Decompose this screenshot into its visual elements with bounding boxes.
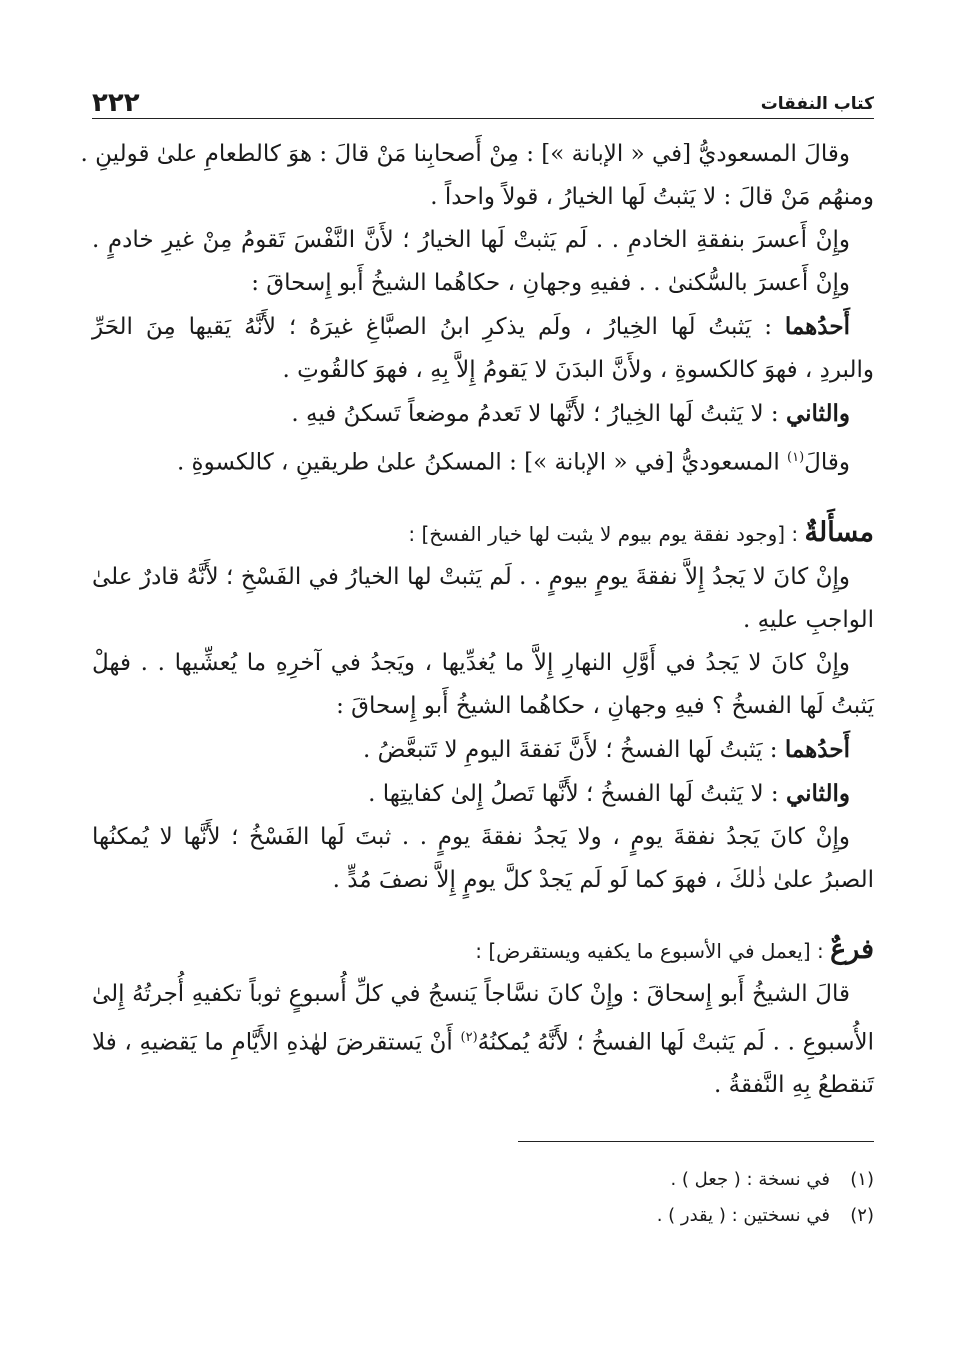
heading-keyword: فرعٌ <box>830 933 874 965</box>
heading-keyword: مسأَلةٌ <box>804 516 874 548</box>
paragraph-line: ومنهُم مَنْ قالَ : لا يَثبتُ لَها الخيارُ ، قولاً واحداً . <box>430 184 874 210</box>
paragraph-line: وإِنْ أَعسرَ بنفقةِ الخادمِ . . لَم يَثبتْ لَها الخيارُ ؛ لأَنَّ النَّفْسَ تَقومُ مِنْ غيرِ خادمٍ . <box>92 227 850 253</box>
footnote-number: (١) <box>850 1169 874 1191</box>
book-title: كتاب النفقات <box>760 94 874 114</box>
footnote-ref: (١) <box>787 450 805 465</box>
paragraph-line: وقالَ المسعوديُّ [في « الإبانة »] : مِنْ أَصحابِنا مَنْ قالَ : هوَ كالطعامِ علىٰ قولينِ . <box>80 141 850 167</box>
paragraph-line <box>92 436 874 485</box>
section-heading <box>92 511 874 556</box>
paragraph-line: وإِنْ كانَ لا يَجدُ إِلاَّ نفقةَ يومٍ بيومٍ . . لَم يَثبتْ لها الخيارُ في الفَسْخِ ؛ لأَنَّهُ قادرٌ علىٰ <box>92 563 850 590</box>
footnote <box>92 1162 874 1198</box>
text-run: وقالَ <box>804 449 850 476</box>
section-heading <box>92 928 874 973</box>
footnote-ref: (٢) <box>460 1029 478 1045</box>
paragraph-line: وإِنْ أَعسرَ بالسُّكنىٰ . . ففيهِ وجهانِ ، حكاهُما الشيخُ أَبو إِسحاقَ : <box>251 270 850 296</box>
text-run: أَنْ يَستقرضَ لهٰذهِ الأَيَّامِ ما يَقضيهِ ، فلا <box>92 1029 461 1056</box>
footnote-number: (٢) <box>850 1205 874 1227</box>
paragraph-line <box>92 305 874 349</box>
bold-lead: أَحدُهما <box>784 313 850 340</box>
paragraph-line: والبردِ ، فهوَ كالكسوةِ ، ولأَنَّ البدَنَ لا يَقومُ إِلاَّ بِهِ ، فهوَ كالقُوتِ . <box>282 357 874 383</box>
text-run: : لا يَثبتُ لَها الفسخُ ؛ لأَنَّها تَصلُ إِلىٰ كفايتِها . <box>368 780 786 807</box>
paragraph-line: وإِنْ كانَ يَجدُ نفقةَ يومٍ ، ولا يَجدُ نفقةَ يومٍ . . ثبتَ لَها الفَسْخُ ؛ لأَنَّها لا يُمكنُها <box>92 823 850 850</box>
paragraph-line: وإِنْ كانَ لا يَجدُ في أَوَّلِ النهارِ إِلاَّ ما يُغدِّيها ، ويَجدُ في آخرِهِ ما يُعشِّيها . . فهلْ <box>92 649 850 676</box>
heading-title: : [يعمل في الأسبوع ما يكفيه ويستقرض] : <box>475 938 831 963</box>
paragraph-line <box>92 772 874 816</box>
bold-lead: أَحدُهما <box>784 735 850 763</box>
text-run: الأُسبوعِ . . لَم يَثبتْ لَها الفسخُ ؛ لأَنَّهُ يُمكنُهُ <box>477 1029 874 1056</box>
page <box>80 80 874 1234</box>
main-text <box>80 133 874 1107</box>
footnote-divider <box>518 1141 874 1142</box>
paragraph-line: تَنقطعُ بِهِ النَّفقةُ . <box>713 1072 874 1099</box>
text-run: : لا يَثبتُ لَها الخِيارُ ؛ لأَنَّها لا تَعدمُ موضعاً تَسكنُ فيهِ . <box>291 401 786 427</box>
paragraph-line <box>92 1016 874 1065</box>
footnotes <box>92 1162 874 1234</box>
page-header <box>92 80 874 119</box>
paragraph-line <box>92 728 874 772</box>
heading-title: : [وجود نفقة يوم بيوم لا يثبت لها خيار الفسخ] : <box>408 521 805 546</box>
paragraph-line: يَثبتُ لَها الفسخُ ؟ فيهِ وجهانِ ، حكاهُما الشيخُ أَبو إِسحاقَ : <box>336 692 874 719</box>
text-run: : يَثبتُ لَها الخِيارُ ، ولَم يذكرِ ابنُ الصبَّاغِ غيرَهُ ؛ لأَنَّهُ يَقيها مِنَ الحَرِّ <box>92 314 785 340</box>
bold-lead: والثاني <box>785 400 850 427</box>
page-number: ٢٢٢ <box>92 88 140 118</box>
paragraph-line <box>92 392 874 436</box>
bold-lead: والثاني <box>785 779 850 807</box>
paragraph-line: الصبرُ علىٰ ذٰلكَ ، فهوَ كما لَو لَم يَجدْ كلَّ يومٍ إِلاَّ نصفَ مُدٍّ . <box>332 866 874 893</box>
footnote-text: في نسخة : ( جعل ) . <box>670 1169 830 1191</box>
paragraph-line: قالَ الشيخُ أَبو إِسحاقَ : وإِنْ كانَ نسَّاجاً يَنسجُ في كلِّ أُسبوعٍ ثوباً تكفيهِ أُجرتُهُ إِلىٰ <box>92 980 850 1007</box>
paragraph-line: الواجبِ عليهِ . <box>742 606 874 633</box>
footnote <box>92 1198 874 1234</box>
footnote-text: في نسختين : ( يقدر ) . <box>656 1205 830 1227</box>
text-run: : يَثبتُ لَها الفسخُ ؛ لأَنَّ نَفقةَ اليومِ لا تَتبعَّضُ . <box>363 736 785 763</box>
text-run: المسعوديُّ [في « الإبانة »] : المسكنُ علىٰ طريقينِ ، كالكسوةِ . <box>176 449 788 476</box>
